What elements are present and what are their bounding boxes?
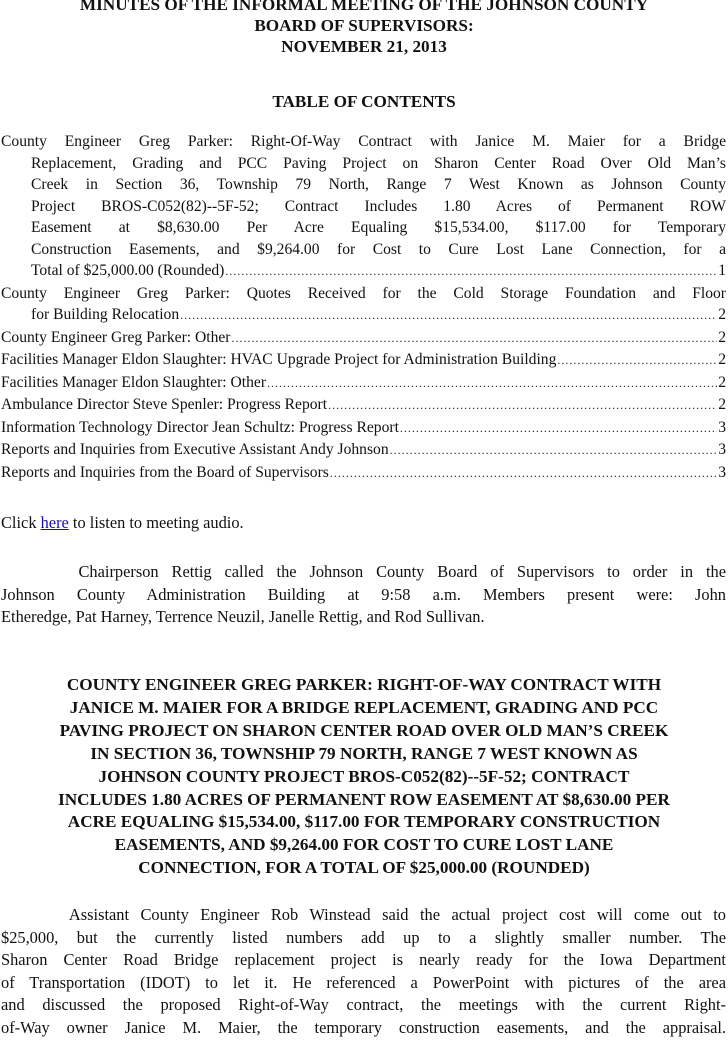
toc-entry[interactable] [1, 417, 726, 440]
toc-page-number: 3 [718, 418, 726, 436]
paragraph-line: $25,000, but the currently listed numbers add up to a slightly smaller number. The [1, 927, 726, 947]
toc-entry-text: County Engineer Greg Parker: Other [1, 328, 231, 346]
dot-leader [267, 373, 717, 395]
dot-leader [225, 261, 717, 283]
paragraph-line: Assistant County Engineer Rob Winstead said the actual project cost will come out to [1, 905, 726, 924]
heading-line: INCLUDES 1.80 ACRES OF PERMANENT ROW EASEMENT AT $8,630.00 PER [58, 789, 670, 809]
toc-entry-line: Project BROS-C052(82)--5F-52; Contract Includes 1.80 Acres of Permanent ROW [31, 197, 726, 215]
audio-suffix: to listen to meeting audio. [68, 513, 244, 532]
header-line-1: MINUTES OF THE INFORMAL MEETING OF THE JOHNSON COUNTY [79, 0, 649, 14]
toc-entry[interactable] [1, 394, 726, 417]
toc-page-number: 3 [718, 463, 726, 481]
heading-line: CONNECTION, FOR A TOTAL OF $25,000.00 (ROUNDED) [138, 858, 590, 878]
heading-line: PAVING PROJECT ON SHARON CENTER ROAD OVER OLD MAN’S CREEK [59, 720, 669, 740]
toc-entry-text: Facilities Manager Eldon Slaughter: Other [1, 373, 267, 391]
header-line-2: BOARD OF SUPERVISORS: [254, 16, 474, 35]
toc-entry-line: Construction Easements, and $9,264.00 for Cost to Cure Lost Lane Connection, for a [31, 240, 726, 258]
paragraph-line: Johnson County Administration Building at 9:58 a.m. Members present were: John [1, 584, 726, 604]
toc-page-number: 2 [718, 351, 726, 368]
toc-page-number: 2 [718, 396, 726, 413]
intro-paragraph [1, 561, 726, 629]
header-line-3: NOVEMBER 21, 2013 [281, 37, 447, 56]
toc-entry-line: Creek in Section 36, Township 79 North, Range 7 West Known as Johnson County [31, 176, 726, 193]
toc-entry-last-line [31, 260, 726, 283]
paragraph-line: of Transportation (IDOT) to let it. He referenced a PowerPoint with pictures of the area [1, 972, 726, 992]
heading-line: EASEMENTS, AND $9,264.00 FOR COST TO CURE LOST LANE [114, 835, 614, 855]
toc-entry-last-line [1, 327, 726, 350]
toc-entry-text: Information Technology Director Jean Schultz: Progress Report [1, 418, 399, 436]
toc-entry-text: Reports and Inquiries from Executive Assistant Andy Johnson [1, 441, 389, 458]
toc-entry[interactable] [1, 462, 726, 485]
toc-page-number: 2 [718, 328, 726, 346]
toc-entry-text: Facilities Manager Eldon Slaughter: HVAC Upgrade Project for Administration Building [1, 351, 557, 368]
heading-line: ACRE EQUALING $15,534.00, $117.00 FOR TEMPORARY CONSTRUCTION [67, 812, 661, 832]
table-of-contents [1, 131, 726, 484]
toc-page-number: 1 [718, 262, 726, 279]
toc-entry-last-line [1, 372, 726, 395]
paragraph-line: and discussed the proposed Right-of-Way contract, the meetings with the current Right- [1, 995, 726, 1014]
toc-entry[interactable] [1, 372, 726, 395]
minutes-header [0, 0, 728, 57]
dot-leader [400, 418, 717, 440]
heading-line: JOHNSON COUNTY PROJECT BROS-C052(82)--5F-52; CONTRACT [98, 766, 630, 786]
toc-entry-last-line [1, 439, 726, 462]
toc-entry[interactable] [1, 439, 726, 462]
toc-entry[interactable] [1, 131, 726, 283]
toc-entry-last-line [1, 349, 726, 372]
paragraph-line: Sharon Center Road Bridge replacement project is nearly ready for the Iowa Department [1, 950, 726, 969]
toc-entry-text: Ambulance Director Steve Spenler: Progress Report [1, 396, 328, 413]
audio-line [1, 512, 244, 534]
toc-entry-text: Reports and Inquiries from the Board of Supervisors [1, 463, 329, 481]
dot-leader [328, 395, 717, 417]
audio-link[interactable]: here [40, 513, 69, 532]
toc-entry-last-line [1, 462, 726, 485]
paragraph-line: Chairperson Rettig called the Johnson County Board of Supervisors to order in the [1, 562, 726, 581]
toc-entry-line: Replacement, Grading and PCC Paving Project on Sharon Center Road Over Old Man’s [31, 154, 726, 172]
section-body-paragraph [1, 904, 726, 1039]
toc-entry[interactable] [1, 349, 726, 372]
section-heading [0, 674, 728, 880]
dot-leader [330, 463, 717, 485]
toc-entry-last-line [31, 304, 726, 327]
heading-line: JANICE M. MAIER FOR A BRIDGE REPLACEMENT, GRADING AND PCC [69, 697, 659, 717]
heading-line: COUNTY ENGINEER GREG PARKER: RIGHT-OF-WAY CONTRACT WITH [66, 675, 662, 694]
toc-page-number: 3 [718, 441, 726, 458]
toc-entry-last-line [1, 394, 726, 417]
toc-entry[interactable] [1, 327, 726, 350]
toc-entry-text: for Building Relocation [31, 306, 180, 323]
toc-entry[interactable] [1, 283, 726, 327]
dot-leader [232, 328, 718, 350]
audio-prefix: Click [1, 513, 41, 532]
toc-entry-text: Total of $25,000.00 (Rounded) [31, 262, 225, 279]
heading-line: IN SECTION 36, TOWNSHIP 79 NORTH, RANGE 7 WEST KNOWN AS [90, 743, 638, 763]
dot-leader [180, 305, 717, 327]
dot-leader [390, 440, 718, 462]
toc-entry-line: County Engineer Greg Parker: Right-Of-Way Contract with Janice M. Maier for a Bridge [1, 133, 726, 150]
toc-entry-line: County Engineer Greg Parker: Quotes Received for the Cold Storage Foundation and Floor [1, 284, 726, 302]
paragraph-line: of-Way owner Janice M. Maier, the temporary construction easements, and the appraisal. [1, 1017, 726, 1037]
dot-leader [557, 350, 717, 372]
paragraph-line: Etheredge, Pat Harney, Terrence Neuzil, Janelle Rettig, and Rod Sullivan. [1, 607, 485, 626]
toc-title: TABLE OF CONTENTS [272, 92, 456, 111]
toc-page-number: 2 [718, 373, 726, 391]
toc-entry-line: Easement at $8,630.00 Per Acre Equaling $15,534.00, $117.00 for Temporary [31, 219, 726, 236]
toc-page-number: 2 [718, 306, 726, 323]
toc-entry-last-line [1, 417, 726, 440]
